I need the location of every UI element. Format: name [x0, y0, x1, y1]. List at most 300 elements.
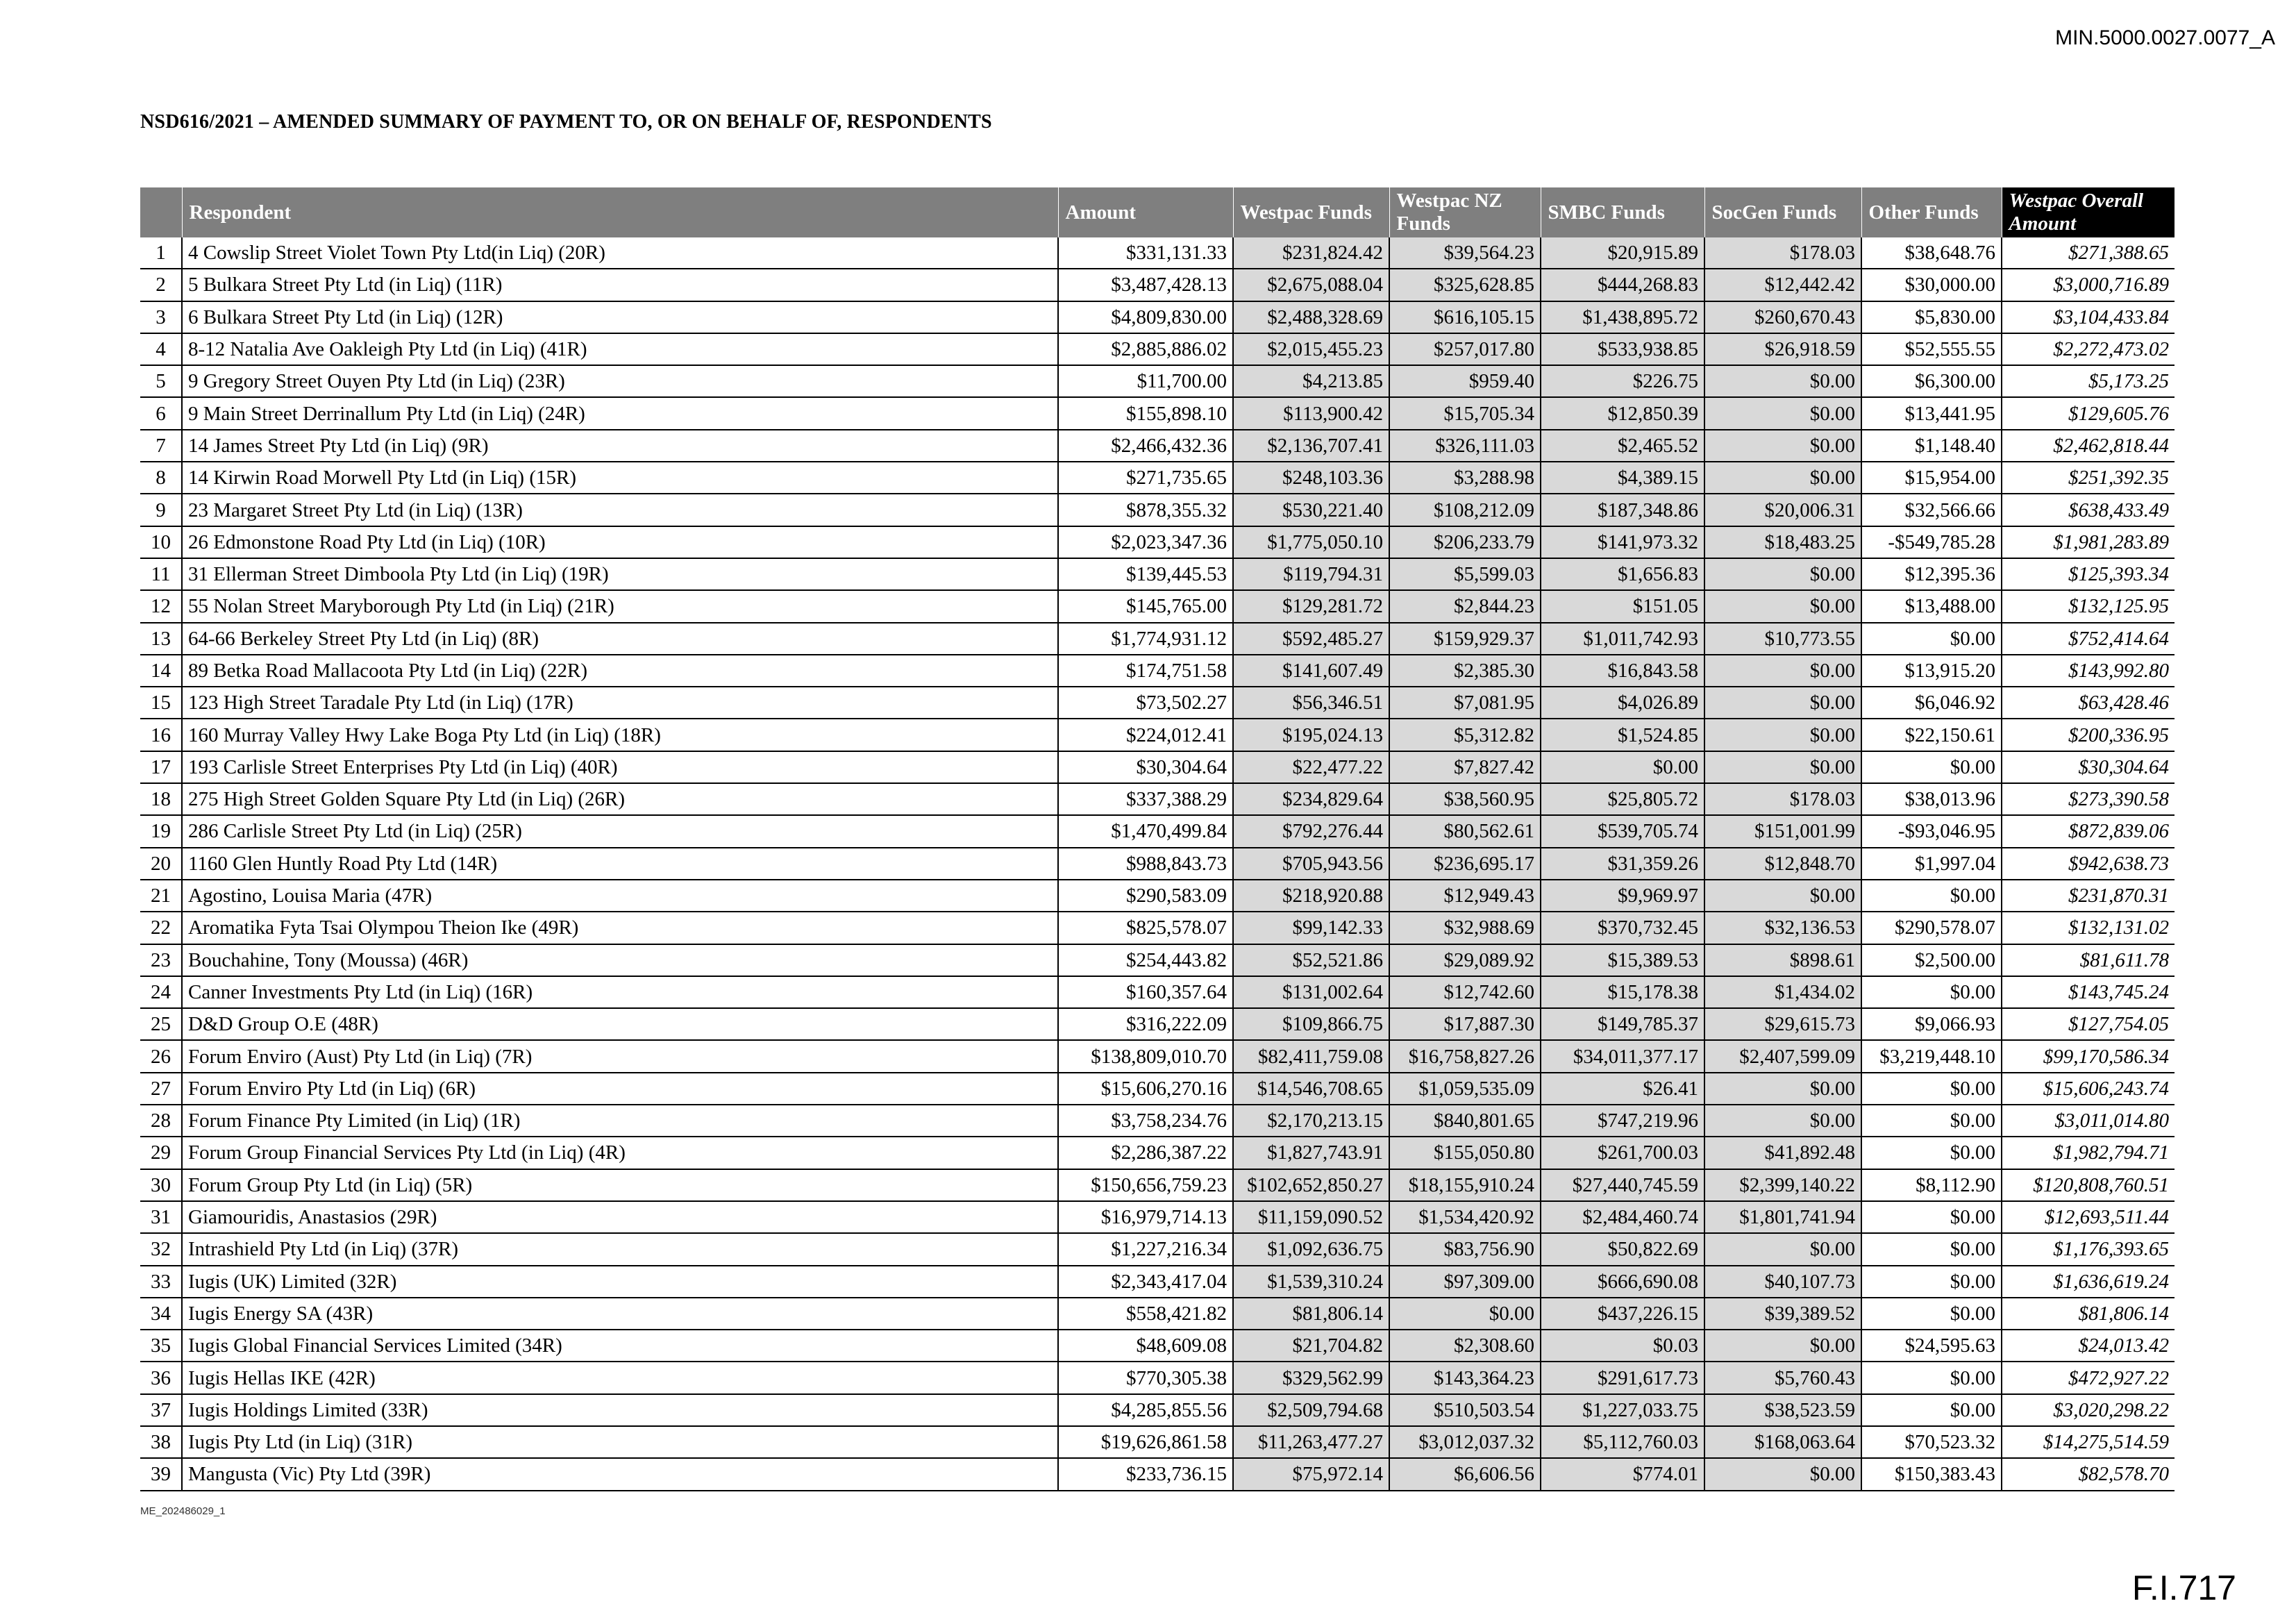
- amount-cell: $2,885,886.02: [1058, 333, 1233, 365]
- smbc-funds-cell: $533,938.85: [1541, 333, 1704, 365]
- westpac-nz-funds-cell: $108,212.09: [1389, 494, 1541, 526]
- other-funds-cell: $24,595.63: [1861, 1330, 2002, 1362]
- amount-cell: $233,736.15: [1058, 1458, 1233, 1490]
- respondent-cell: Canner Investments Pty Ltd (in Liq) (16R): [182, 976, 1058, 1008]
- socgen-funds-cell: $12,442.42: [1704, 269, 1861, 301]
- table-row: [140, 944, 2175, 976]
- smbc-funds-cell: $27,440,745.59: [1541, 1169, 1704, 1201]
- amount-cell: $11,700.00: [1058, 365, 1233, 397]
- amount-cell: $16,979,714.13: [1058, 1201, 1233, 1233]
- respondent-cell: 55 Nolan Street Maryborough Pty Ltd (in Liq) (21R): [182, 590, 1058, 622]
- westpac-nz-funds-cell: $32,988.69: [1389, 912, 1541, 944]
- westpac-funds-cell: $705,943.56: [1233, 848, 1389, 880]
- smbc-funds-cell: $261,700.03: [1541, 1137, 1704, 1169]
- westpac-overall-cell: $200,336.95: [2002, 719, 2175, 751]
- westpac-overall-cell: $752,414.64: [2002, 623, 2175, 655]
- socgen-funds-cell: $12,848.70: [1704, 848, 1861, 880]
- row-number: 26: [140, 1040, 182, 1072]
- other-funds-cell: $0.00: [1861, 880, 2002, 912]
- socgen-funds-cell: $2,399,140.22: [1704, 1169, 1861, 1201]
- row-number: 17: [140, 751, 182, 783]
- other-funds-cell: $0.00: [1861, 1201, 2002, 1233]
- socgen-funds-cell: $0.00: [1704, 1458, 1861, 1490]
- socgen-funds-cell: $32,136.53: [1704, 912, 1861, 944]
- westpac-funds-cell: $2,488,328.69: [1233, 301, 1389, 333]
- respondent-cell: Forum Group Financial Services Pty Ltd (in Liq) (4R): [182, 1137, 1058, 1169]
- header-westpac-overall-amount: Westpac Overall Amount: [2002, 187, 2175, 237]
- table-row: [140, 880, 2175, 912]
- westpac-overall-cell: $273,390.58: [2002, 783, 2175, 815]
- smbc-funds-cell: $747,219.96: [1541, 1105, 1704, 1137]
- other-funds-cell: $32,566.66: [1861, 494, 2002, 526]
- other-funds-cell: $12,395.36: [1861, 558, 2002, 590]
- westpac-funds-cell: $195,024.13: [1233, 719, 1389, 751]
- westpac-nz-funds-cell: $3,288.98: [1389, 462, 1541, 494]
- other-funds-cell: -$549,785.28: [1861, 526, 2002, 558]
- other-funds-cell: $13,915.20: [1861, 655, 2002, 687]
- respondent-cell: 193 Carlisle Street Enterprises Pty Ltd (in Liq) (40R): [182, 751, 1058, 783]
- westpac-funds-cell: $75,972.14: [1233, 1458, 1389, 1490]
- amount-cell: $139,445.53: [1058, 558, 1233, 590]
- respondent-cell: 8-12 Natalia Ave Oakleigh Pty Ltd (in Liq) (41R): [182, 333, 1058, 365]
- header-amount: Amount: [1058, 187, 1233, 237]
- smbc-funds-cell: $291,617.73: [1541, 1362, 1704, 1393]
- row-number: 15: [140, 687, 182, 719]
- table-row: [140, 1330, 2175, 1362]
- smbc-funds-cell: $774.01: [1541, 1458, 1704, 1490]
- amount-cell: $2,466,432.36: [1058, 430, 1233, 462]
- westpac-nz-funds-cell: $16,758,827.26: [1389, 1040, 1541, 1072]
- westpac-funds-cell: $52,521.86: [1233, 944, 1389, 976]
- westpac-nz-funds-cell: $18,155,910.24: [1389, 1169, 1541, 1201]
- westpac-overall-cell: $251,392.35: [2002, 462, 2175, 494]
- westpac-overall-cell: $3,000,716.89: [2002, 269, 2175, 301]
- table-row: [140, 1073, 2175, 1105]
- westpac-nz-funds-cell: $2,385.30: [1389, 655, 1541, 687]
- westpac-funds-cell: $99,142.33: [1233, 912, 1389, 944]
- respondent-cell: 6 Bulkara Street Pty Ltd (in Liq) (12R): [182, 301, 1058, 333]
- smbc-funds-cell: $26.41: [1541, 1073, 1704, 1105]
- other-funds-cell: $15,954.00: [1861, 462, 2002, 494]
- other-funds-cell: $0.00: [1861, 1362, 2002, 1393]
- socgen-funds-cell: $260,670.43: [1704, 301, 1861, 333]
- table-row: [140, 815, 2175, 847]
- westpac-overall-cell: $143,745.24: [2002, 976, 2175, 1008]
- socgen-funds-cell: $2,407,599.09: [1704, 1040, 1861, 1072]
- westpac-funds-cell: $21,704.82: [1233, 1330, 1389, 1362]
- header-westpac-nz-funds: Westpac NZ Funds: [1389, 187, 1541, 237]
- respondent-cell: Forum Group Pty Ltd (in Liq) (5R): [182, 1169, 1058, 1201]
- respondent-cell: 286 Carlisle Street Pty Ltd (in Liq) (25R): [182, 815, 1058, 847]
- table-row: [140, 1105, 2175, 1137]
- westpac-funds-cell: $1,539,310.24: [1233, 1266, 1389, 1298]
- smbc-funds-cell: $4,389.15: [1541, 462, 1704, 494]
- socgen-funds-cell: $0.00: [1704, 397, 1861, 429]
- westpac-nz-funds-cell: $236,695.17: [1389, 848, 1541, 880]
- westpac-nz-funds-cell: $155,050.80: [1389, 1137, 1541, 1169]
- socgen-funds-cell: $0.00: [1704, 1330, 1861, 1362]
- amount-cell: $2,286,387.22: [1058, 1137, 1233, 1169]
- table-row: [140, 365, 2175, 397]
- row-number: 4: [140, 333, 182, 365]
- other-funds-cell: $5,830.00: [1861, 301, 2002, 333]
- smbc-funds-cell: $50,822.69: [1541, 1233, 1704, 1265]
- table-row: [140, 526, 2175, 558]
- footer-reference: ME_202486029_1: [140, 1505, 226, 1517]
- payment-summary-table: [140, 187, 2175, 1491]
- smbc-funds-cell: $12,850.39: [1541, 397, 1704, 429]
- socgen-funds-cell: $0.00: [1704, 365, 1861, 397]
- smbc-funds-cell: $1,227,033.75: [1541, 1394, 1704, 1426]
- smbc-funds-cell: $1,656.83: [1541, 558, 1704, 590]
- table-body: [140, 237, 2175, 1491]
- table-row: [140, 1040, 2175, 1072]
- westpac-nz-funds-cell: $257,017.80: [1389, 333, 1541, 365]
- smbc-funds-cell: $15,389.53: [1541, 944, 1704, 976]
- smbc-funds-cell: $34,011,377.17: [1541, 1040, 1704, 1072]
- westpac-overall-cell: $5,173.25: [2002, 365, 2175, 397]
- socgen-funds-cell: $178.03: [1704, 237, 1861, 269]
- westpac-overall-cell: $638,433.49: [2002, 494, 2175, 526]
- westpac-overall-cell: $12,693,511.44: [2002, 1201, 2175, 1233]
- westpac-nz-funds-cell: $5,599.03: [1389, 558, 1541, 590]
- row-number: 25: [140, 1008, 182, 1040]
- westpac-overall-cell: $472,927.22: [2002, 1362, 2175, 1393]
- row-number: 20: [140, 848, 182, 880]
- socgen-funds-cell: $0.00: [1704, 430, 1861, 462]
- westpac-funds-cell: $11,159,090.52: [1233, 1201, 1389, 1233]
- table-row: [140, 1201, 2175, 1233]
- respondent-cell: 123 High Street Taradale Pty Ltd (in Liq) (17R): [182, 687, 1058, 719]
- westpac-funds-cell: $102,652,850.27: [1233, 1169, 1389, 1201]
- other-funds-cell: $38,013.96: [1861, 783, 2002, 815]
- socgen-funds-cell: $0.00: [1704, 558, 1861, 590]
- westpac-funds-cell: $141,607.49: [1233, 655, 1389, 687]
- westpac-nz-funds-cell: $15,705.34: [1389, 397, 1541, 429]
- westpac-nz-funds-cell: $7,081.95: [1389, 687, 1541, 719]
- smbc-funds-cell: $0.03: [1541, 1330, 1704, 1362]
- amount-cell: $4,809,830.00: [1058, 301, 1233, 333]
- westpac-funds-cell: $129,281.72: [1233, 590, 1389, 622]
- westpac-nz-funds-cell: $840,801.65: [1389, 1105, 1541, 1137]
- amount-cell: $30,304.64: [1058, 751, 1233, 783]
- amount-cell: $160,357.64: [1058, 976, 1233, 1008]
- westpac-overall-cell: $2,462,818.44: [2002, 430, 2175, 462]
- respondent-cell: Iugis Pty Ltd (in Liq) (31R): [182, 1426, 1058, 1458]
- table-row: [140, 397, 2175, 429]
- other-funds-cell: $0.00: [1861, 1298, 2002, 1330]
- amount-cell: $150,656,759.23: [1058, 1169, 1233, 1201]
- amount-cell: $331,131.33: [1058, 237, 1233, 269]
- amount-cell: $1,470,499.84: [1058, 815, 1233, 847]
- westpac-funds-cell: $11,263,477.27: [1233, 1426, 1389, 1458]
- smbc-funds-cell: $1,438,895.72: [1541, 301, 1704, 333]
- table-row: [140, 1169, 2175, 1201]
- westpac-nz-funds-cell: $38,560.95: [1389, 783, 1541, 815]
- socgen-funds-cell: $26,918.59: [1704, 333, 1861, 365]
- row-number: 7: [140, 430, 182, 462]
- table-row: [140, 623, 2175, 655]
- amount-cell: $988,843.73: [1058, 848, 1233, 880]
- smbc-funds-cell: $0.00: [1541, 751, 1704, 783]
- westpac-funds-cell: $2,675,088.04: [1233, 269, 1389, 301]
- smbc-funds-cell: $666,690.08: [1541, 1266, 1704, 1298]
- westpac-nz-funds-cell: $97,309.00: [1389, 1266, 1541, 1298]
- westpac-overall-cell: $2,272,473.02: [2002, 333, 2175, 365]
- westpac-overall-cell: $82,578.70: [2002, 1458, 2175, 1490]
- respondent-cell: 31 Ellerman Street Dimboola Pty Ltd (in Liq) (19R): [182, 558, 1058, 590]
- amount-cell: $73,502.27: [1058, 687, 1233, 719]
- smbc-funds-cell: $9,969.97: [1541, 880, 1704, 912]
- westpac-funds-cell: $113,900.42: [1233, 397, 1389, 429]
- respondent-cell: Iugis Holdings Limited (33R): [182, 1394, 1058, 1426]
- westpac-overall-cell: $120,808,760.51: [2002, 1169, 2175, 1201]
- table-row: [140, 269, 2175, 301]
- westpac-funds-cell: $248,103.36: [1233, 462, 1389, 494]
- respondent-cell: Forum Finance Pty Limited (in Liq) (1R): [182, 1105, 1058, 1137]
- westpac-funds-cell: $109,866.75: [1233, 1008, 1389, 1040]
- respondent-cell: Agostino, Louisa Maria (47R): [182, 880, 1058, 912]
- westpac-overall-cell: $3,011,014.80: [2002, 1105, 2175, 1137]
- row-number: 6: [140, 397, 182, 429]
- westpac-overall-cell: $24,013.42: [2002, 1330, 2175, 1362]
- other-funds-cell: $0.00: [1861, 1105, 2002, 1137]
- westpac-funds-cell: $2,170,213.15: [1233, 1105, 1389, 1137]
- smbc-funds-cell: $539,705.74: [1541, 815, 1704, 847]
- other-funds-cell: $2,500.00: [1861, 944, 2002, 976]
- westpac-overall-cell: $129,605.76: [2002, 397, 2175, 429]
- smbc-funds-cell: $15,178.38: [1541, 976, 1704, 1008]
- westpac-funds-cell: $2,015,455.23: [1233, 333, 1389, 365]
- westpac-overall-cell: $231,870.31: [2002, 880, 2175, 912]
- amount-cell: $3,758,234.76: [1058, 1105, 1233, 1137]
- table-row: [140, 1458, 2175, 1490]
- table-row: [140, 1137, 2175, 1169]
- document-id: MIN.5000.0027.0077_A: [2055, 26, 2275, 49]
- other-funds-cell: $0.00: [1861, 1233, 2002, 1265]
- row-number: 32: [140, 1233, 182, 1265]
- westpac-overall-cell: $132,125.95: [2002, 590, 2175, 622]
- other-funds-cell: $0.00: [1861, 976, 2002, 1008]
- row-number: 16: [140, 719, 182, 751]
- amount-cell: $337,388.29: [1058, 783, 1233, 815]
- row-number: 12: [140, 590, 182, 622]
- socgen-funds-cell: $0.00: [1704, 719, 1861, 751]
- socgen-funds-cell: $898.61: [1704, 944, 1861, 976]
- respondent-cell: Iugis (UK) Limited (32R): [182, 1266, 1058, 1298]
- table-row: [140, 301, 2175, 333]
- westpac-funds-cell: $22,477.22: [1233, 751, 1389, 783]
- westpac-nz-funds-cell: $83,756.90: [1389, 1233, 1541, 1265]
- amount-cell: $4,285,855.56: [1058, 1394, 1233, 1426]
- table-row: [140, 655, 2175, 687]
- other-funds-cell: $30,000.00: [1861, 269, 2002, 301]
- westpac-overall-cell: $1,636,619.24: [2002, 1266, 2175, 1298]
- respondent-cell: Iugis Global Financial Services Limited (34R): [182, 1330, 1058, 1362]
- amount-cell: $271,735.65: [1058, 462, 1233, 494]
- header-other-funds: Other Funds: [1861, 187, 2002, 237]
- row-number: 8: [140, 462, 182, 494]
- westpac-funds-cell: $218,920.88: [1233, 880, 1389, 912]
- page-title: NSD616/2021 – AMENDED SUMMARY OF PAYMENT TO, OR ON BEHALF OF, RESPONDENTS: [140, 111, 992, 133]
- respondent-cell: 1160 Glen Huntly Road Pty Ltd (14R): [182, 848, 1058, 880]
- other-funds-cell: $9,066.93: [1861, 1008, 2002, 1040]
- socgen-funds-cell: $38,523.59: [1704, 1394, 1861, 1426]
- smbc-funds-cell: $2,465.52: [1541, 430, 1704, 462]
- respondent-cell: 64-66 Berkeley Street Pty Ltd (in Liq) (8R): [182, 623, 1058, 655]
- other-funds-cell: $22,150.61: [1861, 719, 2002, 751]
- table-row: [140, 462, 2175, 494]
- smbc-funds-cell: $1,524.85: [1541, 719, 1704, 751]
- westpac-nz-funds-cell: $1,059,535.09: [1389, 1073, 1541, 1105]
- smbc-funds-cell: $370,732.45: [1541, 912, 1704, 944]
- westpac-nz-funds-cell: $80,562.61: [1389, 815, 1541, 847]
- respondent-cell: Iugis Hellas IKE (42R): [182, 1362, 1058, 1393]
- table-row: [140, 687, 2175, 719]
- westpac-overall-cell: $143,992.80: [2002, 655, 2175, 687]
- row-number: 39: [140, 1458, 182, 1490]
- westpac-overall-cell: $132,131.02: [2002, 912, 2175, 944]
- smbc-funds-cell: $16,843.58: [1541, 655, 1704, 687]
- westpac-nz-funds-cell: $616,105.15: [1389, 301, 1541, 333]
- row-number: 29: [140, 1137, 182, 1169]
- socgen-funds-cell: $0.00: [1704, 1105, 1861, 1137]
- table-row: [140, 590, 2175, 622]
- westpac-overall-cell: $942,638.73: [2002, 848, 2175, 880]
- amount-cell: $2,343,417.04: [1058, 1266, 1233, 1298]
- westpac-overall-cell: $1,982,794.71: [2002, 1137, 2175, 1169]
- table-header-row: [140, 187, 2175, 237]
- westpac-nz-funds-cell: $510,503.54: [1389, 1394, 1541, 1426]
- socgen-funds-cell: $0.00: [1704, 687, 1861, 719]
- westpac-overall-cell: $99,170,586.34: [2002, 1040, 2175, 1072]
- westpac-overall-cell: $3,104,433.84: [2002, 301, 2175, 333]
- socgen-funds-cell: $0.00: [1704, 655, 1861, 687]
- socgen-funds-cell: $18,483.25: [1704, 526, 1861, 558]
- westpac-nz-funds-cell: $12,949.43: [1389, 880, 1541, 912]
- table-row: [140, 719, 2175, 751]
- amount-cell: $19,626,861.58: [1058, 1426, 1233, 1458]
- table-row: [140, 976, 2175, 1008]
- row-number: 18: [140, 783, 182, 815]
- westpac-funds-cell: $1,827,743.91: [1233, 1137, 1389, 1169]
- other-funds-cell: $0.00: [1861, 1137, 2002, 1169]
- table-row: [140, 430, 2175, 462]
- table-row: [140, 558, 2175, 590]
- westpac-funds-cell: $56,346.51: [1233, 687, 1389, 719]
- westpac-overall-cell: $872,839.06: [2002, 815, 2175, 847]
- smbc-funds-cell: $31,359.26: [1541, 848, 1704, 880]
- table-row: [140, 494, 2175, 526]
- respondent-cell: 9 Main Street Derrinallum Pty Ltd (in Liq) (24R): [182, 397, 1058, 429]
- westpac-nz-funds-cell: $2,308.60: [1389, 1330, 1541, 1362]
- socgen-funds-cell: $29,615.73: [1704, 1008, 1861, 1040]
- socgen-funds-cell: $0.00: [1704, 880, 1861, 912]
- amount-cell: $224,012.41: [1058, 719, 1233, 751]
- respondent-cell: Mangusta (Vic) Pty Ltd (39R): [182, 1458, 1058, 1490]
- westpac-overall-cell: $1,176,393.65: [2002, 1233, 2175, 1265]
- westpac-overall-cell: $81,611.78: [2002, 944, 2175, 976]
- socgen-funds-cell: $151,001.99: [1704, 815, 1861, 847]
- respondent-cell: 23 Margaret Street Pty Ltd (in Liq) (13R): [182, 494, 1058, 526]
- other-funds-cell: -$93,046.95: [1861, 815, 2002, 847]
- amount-cell: $145,765.00: [1058, 590, 1233, 622]
- amount-cell: $558,421.82: [1058, 1298, 1233, 1330]
- westpac-funds-cell: $82,411,759.08: [1233, 1040, 1389, 1072]
- westpac-nz-funds-cell: $6,606.56: [1389, 1458, 1541, 1490]
- other-funds-cell: $0.00: [1861, 1266, 2002, 1298]
- other-funds-cell: $3,219,448.10: [1861, 1040, 2002, 1072]
- respondent-cell: 160 Murray Valley Hwy Lake Boga Pty Ltd (in Liq) (18R): [182, 719, 1058, 751]
- respondent-cell: 5 Bulkara Street Pty Ltd (in Liq) (11R): [182, 269, 1058, 301]
- westpac-nz-funds-cell: $12,742.60: [1389, 976, 1541, 1008]
- row-number: 10: [140, 526, 182, 558]
- header-westpac-funds: Westpac Funds: [1233, 187, 1389, 237]
- respondent-cell: 14 Kirwin Road Morwell Pty Ltd (in Liq) (15R): [182, 462, 1058, 494]
- other-funds-cell: $6,300.00: [1861, 365, 2002, 397]
- smbc-funds-cell: $141,973.32: [1541, 526, 1704, 558]
- row-number: 30: [140, 1169, 182, 1201]
- respondent-cell: D&D Group O.E (48R): [182, 1008, 1058, 1040]
- smbc-funds-cell: $437,226.15: [1541, 1298, 1704, 1330]
- row-number: 13: [140, 623, 182, 655]
- respondent-cell: Aromatika Fyta Tsai Olympou Theion Ike (49R): [182, 912, 1058, 944]
- smbc-funds-cell: $444,268.83: [1541, 269, 1704, 301]
- row-number: 9: [140, 494, 182, 526]
- socgen-funds-cell: $40,107.73: [1704, 1266, 1861, 1298]
- socgen-funds-cell: $1,801,741.94: [1704, 1201, 1861, 1233]
- westpac-nz-funds-cell: $17,887.30: [1389, 1008, 1541, 1040]
- amount-cell: $155,898.10: [1058, 397, 1233, 429]
- other-funds-cell: $52,555.55: [1861, 333, 2002, 365]
- westpac-funds-cell: $131,002.64: [1233, 976, 1389, 1008]
- respondent-cell: Giamouridis, Anastasios (29R): [182, 1201, 1058, 1233]
- amount-cell: $770,305.38: [1058, 1362, 1233, 1393]
- socgen-funds-cell: $178.03: [1704, 783, 1861, 815]
- westpac-funds-cell: $530,221.40: [1233, 494, 1389, 526]
- row-number: 35: [140, 1330, 182, 1362]
- other-funds-cell: $0.00: [1861, 751, 2002, 783]
- row-number: 19: [140, 815, 182, 847]
- westpac-nz-funds-cell: $206,233.79: [1389, 526, 1541, 558]
- westpac-funds-cell: $234,829.64: [1233, 783, 1389, 815]
- row-number: 37: [140, 1394, 182, 1426]
- row-number: 1: [140, 237, 182, 269]
- table-row: [140, 1362, 2175, 1393]
- socgen-funds-cell: $5,760.43: [1704, 1362, 1861, 1393]
- other-funds-cell: $8,112.90: [1861, 1169, 2002, 1201]
- exhibit-number: F.I.717: [2131, 1568, 2236, 1607]
- table-row: [140, 1266, 2175, 1298]
- socgen-funds-cell: $10,773.55: [1704, 623, 1861, 655]
- smbc-funds-cell: $5,112,760.03: [1541, 1426, 1704, 1458]
- westpac-funds-cell: $231,824.42: [1233, 237, 1389, 269]
- westpac-nz-funds-cell: $5,312.82: [1389, 719, 1541, 751]
- respondent-cell: 4 Cowslip Street Violet Town Pty Ltd(in Liq) (20R): [182, 237, 1058, 269]
- respondent-cell: 275 High Street Golden Square Pty Ltd (in Liq) (26R): [182, 783, 1058, 815]
- smbc-funds-cell: $187,348.86: [1541, 494, 1704, 526]
- smbc-funds-cell: $20,915.89: [1541, 237, 1704, 269]
- westpac-funds-cell: $2,509,794.68: [1233, 1394, 1389, 1426]
- respondent-cell: Bouchahine, Tony (Moussa) (46R): [182, 944, 1058, 976]
- amount-cell: $174,751.58: [1058, 655, 1233, 687]
- smbc-funds-cell: $226.75: [1541, 365, 1704, 397]
- amount-cell: $2,023,347.36: [1058, 526, 1233, 558]
- socgen-funds-cell: $39,389.52: [1704, 1298, 1861, 1330]
- row-number: 23: [140, 944, 182, 976]
- socgen-funds-cell: $168,063.64: [1704, 1426, 1861, 1458]
- smbc-funds-cell: $2,484,460.74: [1541, 1201, 1704, 1233]
